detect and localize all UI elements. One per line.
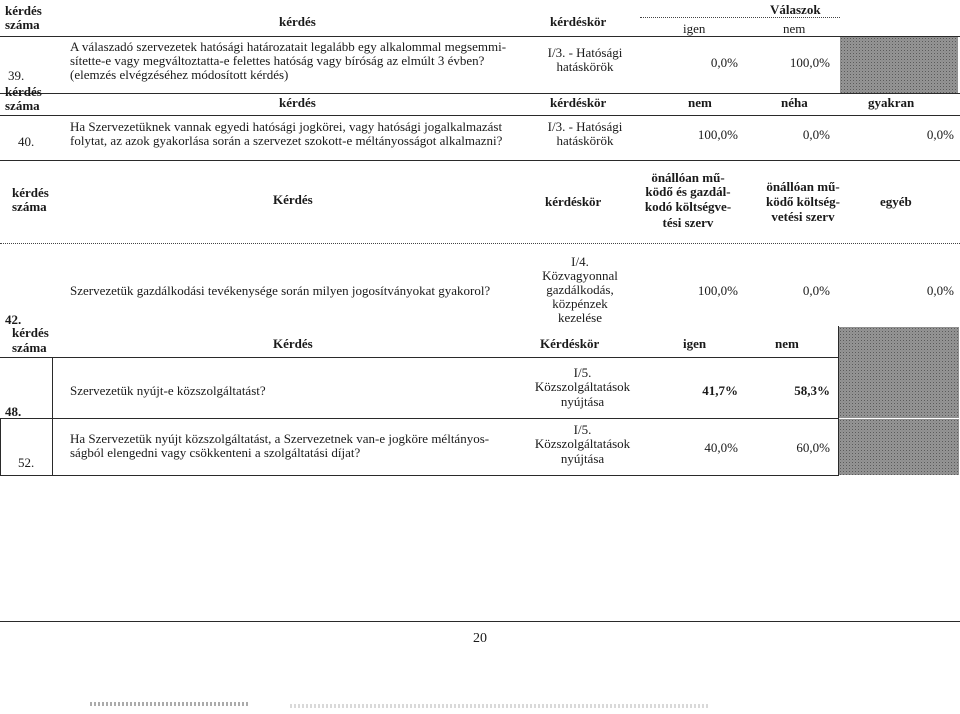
q40-often-value: 0,0% xyxy=(926,127,954,142)
q39-answers-header: Válaszok xyxy=(770,2,821,17)
scan-artifact-2 xyxy=(290,704,710,708)
footer-rule xyxy=(0,621,960,622)
q48-topic-line2: Közszolgáltatások xyxy=(534,379,631,394)
q48-yes-value: 41,7% xyxy=(702,383,738,398)
q52-shaded-cell xyxy=(839,419,959,475)
q52-topic-line1: I/5. xyxy=(573,422,592,437)
q42-c-value: 0,0% xyxy=(926,283,954,298)
q42-text: Szervezetük gazdálkodási tevékenysége során milyen jogosítványokat gyakorol? xyxy=(70,283,491,298)
q52-text-line1: Ha Szervezetük nyújt közszolgáltatást, a Szervezetnek van-e jogköre méltányos- xyxy=(70,431,490,446)
q52-no-value: 60,0% xyxy=(796,440,830,455)
q48-col-question: Kérdés xyxy=(273,336,313,351)
q42-topic-line2: Közvagyonnal xyxy=(542,268,618,283)
q52-topic-line2: Közszolgáltatások xyxy=(534,436,631,451)
q48-label-line1: kérdés xyxy=(12,325,49,340)
q42-label-line2: száma xyxy=(12,199,47,214)
q39-label-line1: kérdés xyxy=(5,3,42,18)
q42-col-topic: kérdéskör xyxy=(545,194,602,209)
q42-col-question: Kérdés xyxy=(273,192,313,207)
q39-text-line2: sítette-e vagy megváltoztatta-e felettes hatóság vagy bíróság az elmúlt 3 évben? xyxy=(70,53,485,68)
q40-label-line1: kérdés xyxy=(5,84,42,99)
q42-col-a-line4: tési szerv xyxy=(662,215,714,230)
q39-shaded-cell xyxy=(840,37,958,93)
q40-col-no: nem xyxy=(688,95,712,110)
q48-no-value: 58,3% xyxy=(794,383,830,398)
q42-topic-line1: I/4. xyxy=(571,254,589,269)
q40-sometimes-value: 0,0% xyxy=(802,127,830,142)
q39-text-line3: (elemzés elvégzéséhez módosított kérdés) xyxy=(70,67,289,82)
q48-number: 48. xyxy=(5,404,22,419)
q39-col-no: nem xyxy=(783,21,806,36)
q48-topic-line1: I/5. xyxy=(573,365,592,380)
q48-topic-line3: nyújtása xyxy=(560,394,605,409)
q42-col-b-line1: önállóan mű- xyxy=(766,179,840,194)
q40-number: 40. xyxy=(18,134,35,149)
q42-a-value: 100,0% xyxy=(697,283,738,298)
q39-col-yes: igen xyxy=(683,21,706,36)
q42-col-a-line3: kodó költségve- xyxy=(644,199,732,214)
q52-text-line2: ságból elengedni vagy csökkenteni a szolgáltatási díjat? xyxy=(70,445,361,460)
q42-col-b-line3: vetési szerv xyxy=(771,209,835,224)
q40-text-line1: Ha Szervezetüknek vannak egyedi hatósági jogkörei, vagy hatósági jogalkalmazást xyxy=(70,119,503,134)
q48-label-line2: száma xyxy=(12,340,47,355)
q42-topic-line5: kezelése xyxy=(557,310,603,325)
q40-text-line2: folytat, az azok gyakorlása során a szervezet szokott-e méltányosságot alkalmazni? xyxy=(70,133,503,148)
q40-topic-line1: I/3. - Hatósági xyxy=(547,119,623,134)
q42-col-a-line2: ködő és gazdál- xyxy=(645,184,731,199)
q40-col-topic: kérdéskör xyxy=(550,95,607,110)
q52-number: 52. xyxy=(18,455,35,470)
q40-label-line2: száma xyxy=(5,98,40,113)
q39-label-line2: száma xyxy=(5,17,40,32)
q42-col-a-line1: önállóan mű- xyxy=(651,170,725,185)
q42-number: 42. xyxy=(5,312,22,327)
q39-topic-line2: hatáskörök xyxy=(556,59,614,74)
q48-text: Szervezetük nyújt-e közszolgáltatást? xyxy=(70,383,266,398)
q42-label-line1: kérdés xyxy=(12,185,49,200)
q42-b-value: 0,0% xyxy=(802,283,830,298)
q48-shaded-cell xyxy=(839,327,959,418)
q39-number: 39. xyxy=(8,68,25,83)
q52-yes-value: 40,0% xyxy=(704,440,738,455)
q48-col-topic: Kérdéskör xyxy=(540,336,600,351)
q48-col-no: nem xyxy=(775,336,799,351)
q40-col-often: gyakran xyxy=(868,95,915,110)
q40-no-value: 100,0% xyxy=(697,127,738,142)
q52-topic-line3: nyújtása xyxy=(560,451,605,466)
q39-topic-line1: I/3. - Hatósági xyxy=(547,45,623,60)
q48-col-yes: igen xyxy=(683,336,707,351)
q39-col-topic: kérdéskör xyxy=(550,14,607,29)
q42-topic-line4: közpénzek xyxy=(552,296,608,311)
q42-topic-line3: gazdálkodás, xyxy=(546,282,614,297)
q39-yes-value: 0,0% xyxy=(710,55,738,70)
q42-col-c: egyéb xyxy=(880,194,912,209)
q42-col-b-line2: ködő költség- xyxy=(765,194,841,209)
q39-text-line1: A válaszadó szervezetek hatósági határozatait legalább egy alkalommal megsemmi- xyxy=(70,39,507,54)
q40-col-sometimes: néha xyxy=(781,95,808,110)
q39-no-value: 100,0% xyxy=(789,55,830,70)
q39-col-question: kérdés xyxy=(279,14,316,29)
page-number: 20 xyxy=(473,631,487,646)
q40-topic-line2: hatáskörök xyxy=(556,133,614,148)
scan-artifact xyxy=(90,702,250,706)
q40-col-question: kérdés xyxy=(279,95,316,110)
